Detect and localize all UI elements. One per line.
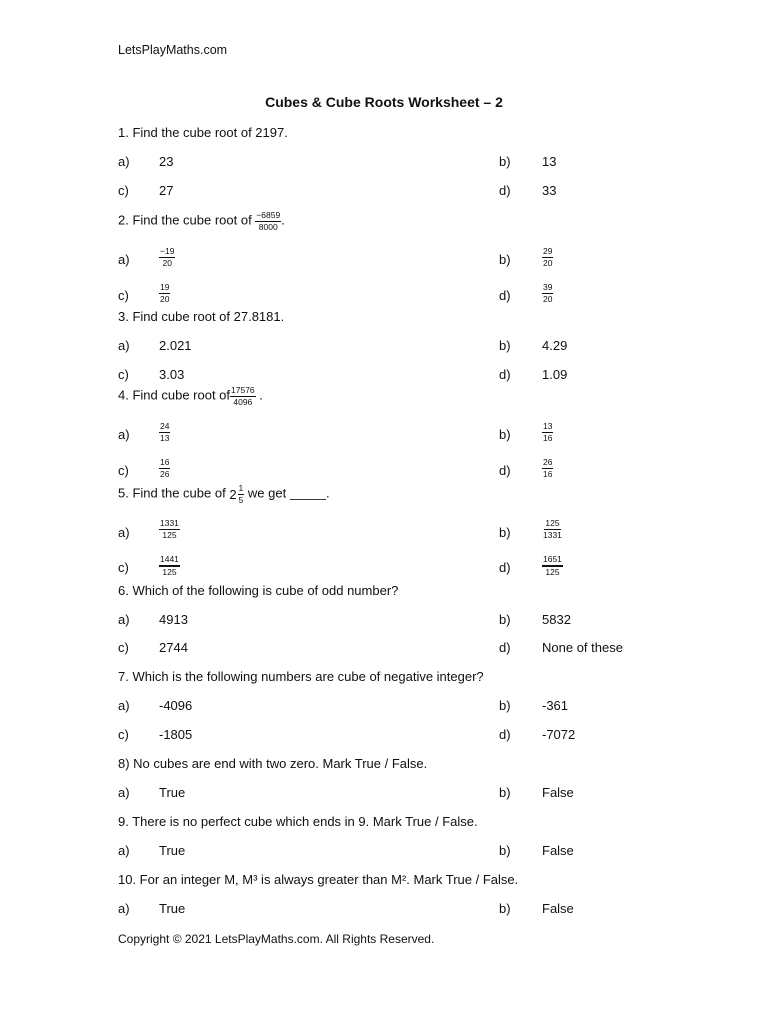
option-label: b)	[499, 698, 511, 713]
option-label: c)	[118, 288, 129, 303]
mixed-number	[229, 484, 244, 504]
option-value: 5832	[542, 612, 571, 627]
whole-part: 2	[229, 486, 237, 502]
option-label: d)	[499, 288, 511, 303]
question-text: 5. Find the cube of	[118, 485, 226, 501]
denominator: 20	[543, 293, 553, 304]
question-3: 3. Find cube root of 27.8181.	[118, 309, 285, 324]
fraction	[255, 211, 281, 231]
fraction	[230, 386, 256, 406]
question-text: 4. Find cube root of	[118, 387, 231, 403]
option-label: b)	[499, 901, 511, 916]
option-value: False	[542, 785, 574, 800]
denominator: 125	[545, 566, 560, 577]
option-fraction	[159, 458, 170, 478]
option-label: a)	[118, 698, 130, 713]
option-label: a)	[118, 525, 130, 540]
option-fraction	[542, 283, 553, 303]
option-value: False	[542, 843, 574, 858]
question-7: 7. Which is the following numbers are cube of negative integer?	[118, 669, 484, 684]
option-label: d)	[499, 183, 511, 198]
denominator: 4096	[233, 396, 253, 407]
question-text: 2. Find the cube root of	[118, 212, 252, 228]
option-label: b)	[499, 612, 511, 627]
site-name: LetsPlayMaths.com	[118, 43, 228, 57]
numerator: 19	[160, 282, 170, 292]
denominator: 20	[543, 257, 553, 268]
option-value: True	[159, 843, 186, 858]
option-label: a)	[118, 154, 130, 169]
denominator: 26	[160, 468, 170, 479]
option-value: -1805	[159, 727, 193, 742]
option-label: b)	[499, 338, 511, 353]
question-1: 1. Find the cube root of 2197.	[118, 125, 288, 140]
question-5	[118, 484, 330, 504]
numerator: 1331	[160, 518, 179, 528]
question-2	[118, 211, 285, 231]
numerator: 125	[545, 518, 560, 528]
question-6: 6. Which of the following is cube of odd number?	[118, 583, 399, 598]
option-fraction	[159, 422, 170, 442]
question-10: 10. For an integer M, M³ is always greater than M². Mark True / False.	[118, 872, 519, 887]
option-fraction	[159, 247, 175, 267]
option-label: b)	[499, 785, 511, 800]
option-label: a)	[118, 252, 130, 267]
option-label: a)	[118, 612, 130, 627]
numerator: 1	[238, 483, 244, 493]
option-label: b)	[499, 154, 511, 169]
option-label: c)	[118, 640, 129, 655]
denominator: 16	[543, 468, 553, 479]
numerator: 26	[543, 457, 553, 467]
option-value: 4913	[159, 612, 188, 627]
numerator: 1441	[159, 555, 180, 567]
option-label: d)	[499, 367, 511, 382]
option-value: 2.021	[159, 338, 192, 353]
question-8: 8) No cubes are end with two zero. Mark True / False.	[118, 756, 428, 771]
option-value: None of these	[542, 640, 623, 655]
option-label: c)	[118, 463, 129, 478]
option-label: b)	[499, 525, 511, 540]
numerator: 13	[543, 421, 553, 431]
option-label: b)	[499, 843, 511, 858]
option-label: b)	[499, 427, 511, 442]
numerator: 29	[543, 246, 553, 256]
option-value: 2744	[159, 640, 188, 655]
option-fraction	[542, 422, 553, 442]
option-fraction	[542, 247, 553, 267]
option-value: 4.29	[542, 338, 568, 353]
denominator: 8000	[258, 221, 278, 232]
option-fraction	[159, 519, 180, 539]
numerator: 24	[160, 421, 170, 431]
numerator: −19	[160, 246, 175, 256]
denominator: 5	[238, 494, 244, 505]
option-label: d)	[499, 463, 511, 478]
option-value: 23	[159, 154, 174, 169]
option-value: True	[159, 785, 186, 800]
question-suffix: we get _____.	[247, 485, 330, 501]
option-fraction	[159, 283, 170, 303]
option-value: True	[159, 901, 186, 916]
option-label: a)	[118, 785, 130, 800]
option-value: 13	[542, 154, 557, 169]
option-value: -4096	[159, 698, 193, 713]
numerator: 17576	[231, 385, 255, 395]
option-value: 1.09	[542, 367, 568, 382]
option-label: c)	[118, 560, 129, 575]
option-value: -361	[542, 698, 569, 713]
numerator: −6859	[256, 210, 281, 220]
denominator: 20	[160, 293, 170, 304]
option-label: d)	[499, 640, 511, 655]
option-label: a)	[118, 843, 130, 858]
option-label: c)	[118, 183, 129, 198]
option-value: 33	[542, 183, 557, 198]
option-label: a)	[118, 901, 130, 916]
denominator: 20	[162, 257, 172, 268]
option-label: d)	[499, 560, 511, 575]
denominator: 13	[160, 432, 170, 443]
denominator: 125	[162, 529, 177, 540]
question-suffix: .	[259, 387, 263, 403]
copyright-notice: Copyright © 2021 LetsPlayMaths.com. All Rights Reserved.	[118, 932, 435, 946]
option-label: c)	[118, 367, 129, 382]
option-value: 27	[159, 183, 174, 198]
option-label: b)	[499, 252, 511, 267]
option-fraction	[159, 555, 180, 576]
denominator: 16	[543, 432, 553, 443]
question-9: 9. There is no perfect cube which ends in 9. Mark True / False.	[118, 814, 478, 829]
worksheet-title: Cubes & Cube Roots Worksheet – 2	[265, 94, 503, 110]
option-value: False	[542, 901, 574, 916]
option-label: d)	[499, 727, 511, 742]
denominator: 125	[162, 566, 177, 577]
option-label: a)	[118, 338, 130, 353]
question-suffix: .	[281, 212, 285, 228]
option-label: a)	[118, 427, 130, 442]
numerator: 1651	[542, 555, 563, 567]
option-label: c)	[118, 727, 129, 742]
option-value: -7072	[542, 727, 576, 742]
numerator: 16	[160, 457, 170, 467]
option-fraction	[542, 555, 563, 576]
question-4	[118, 386, 263, 406]
denominator: 1331	[543, 529, 562, 540]
numerator: 39	[543, 282, 553, 292]
option-fraction	[542, 458, 553, 478]
option-fraction	[542, 519, 563, 539]
option-value: 3.03	[159, 367, 185, 382]
